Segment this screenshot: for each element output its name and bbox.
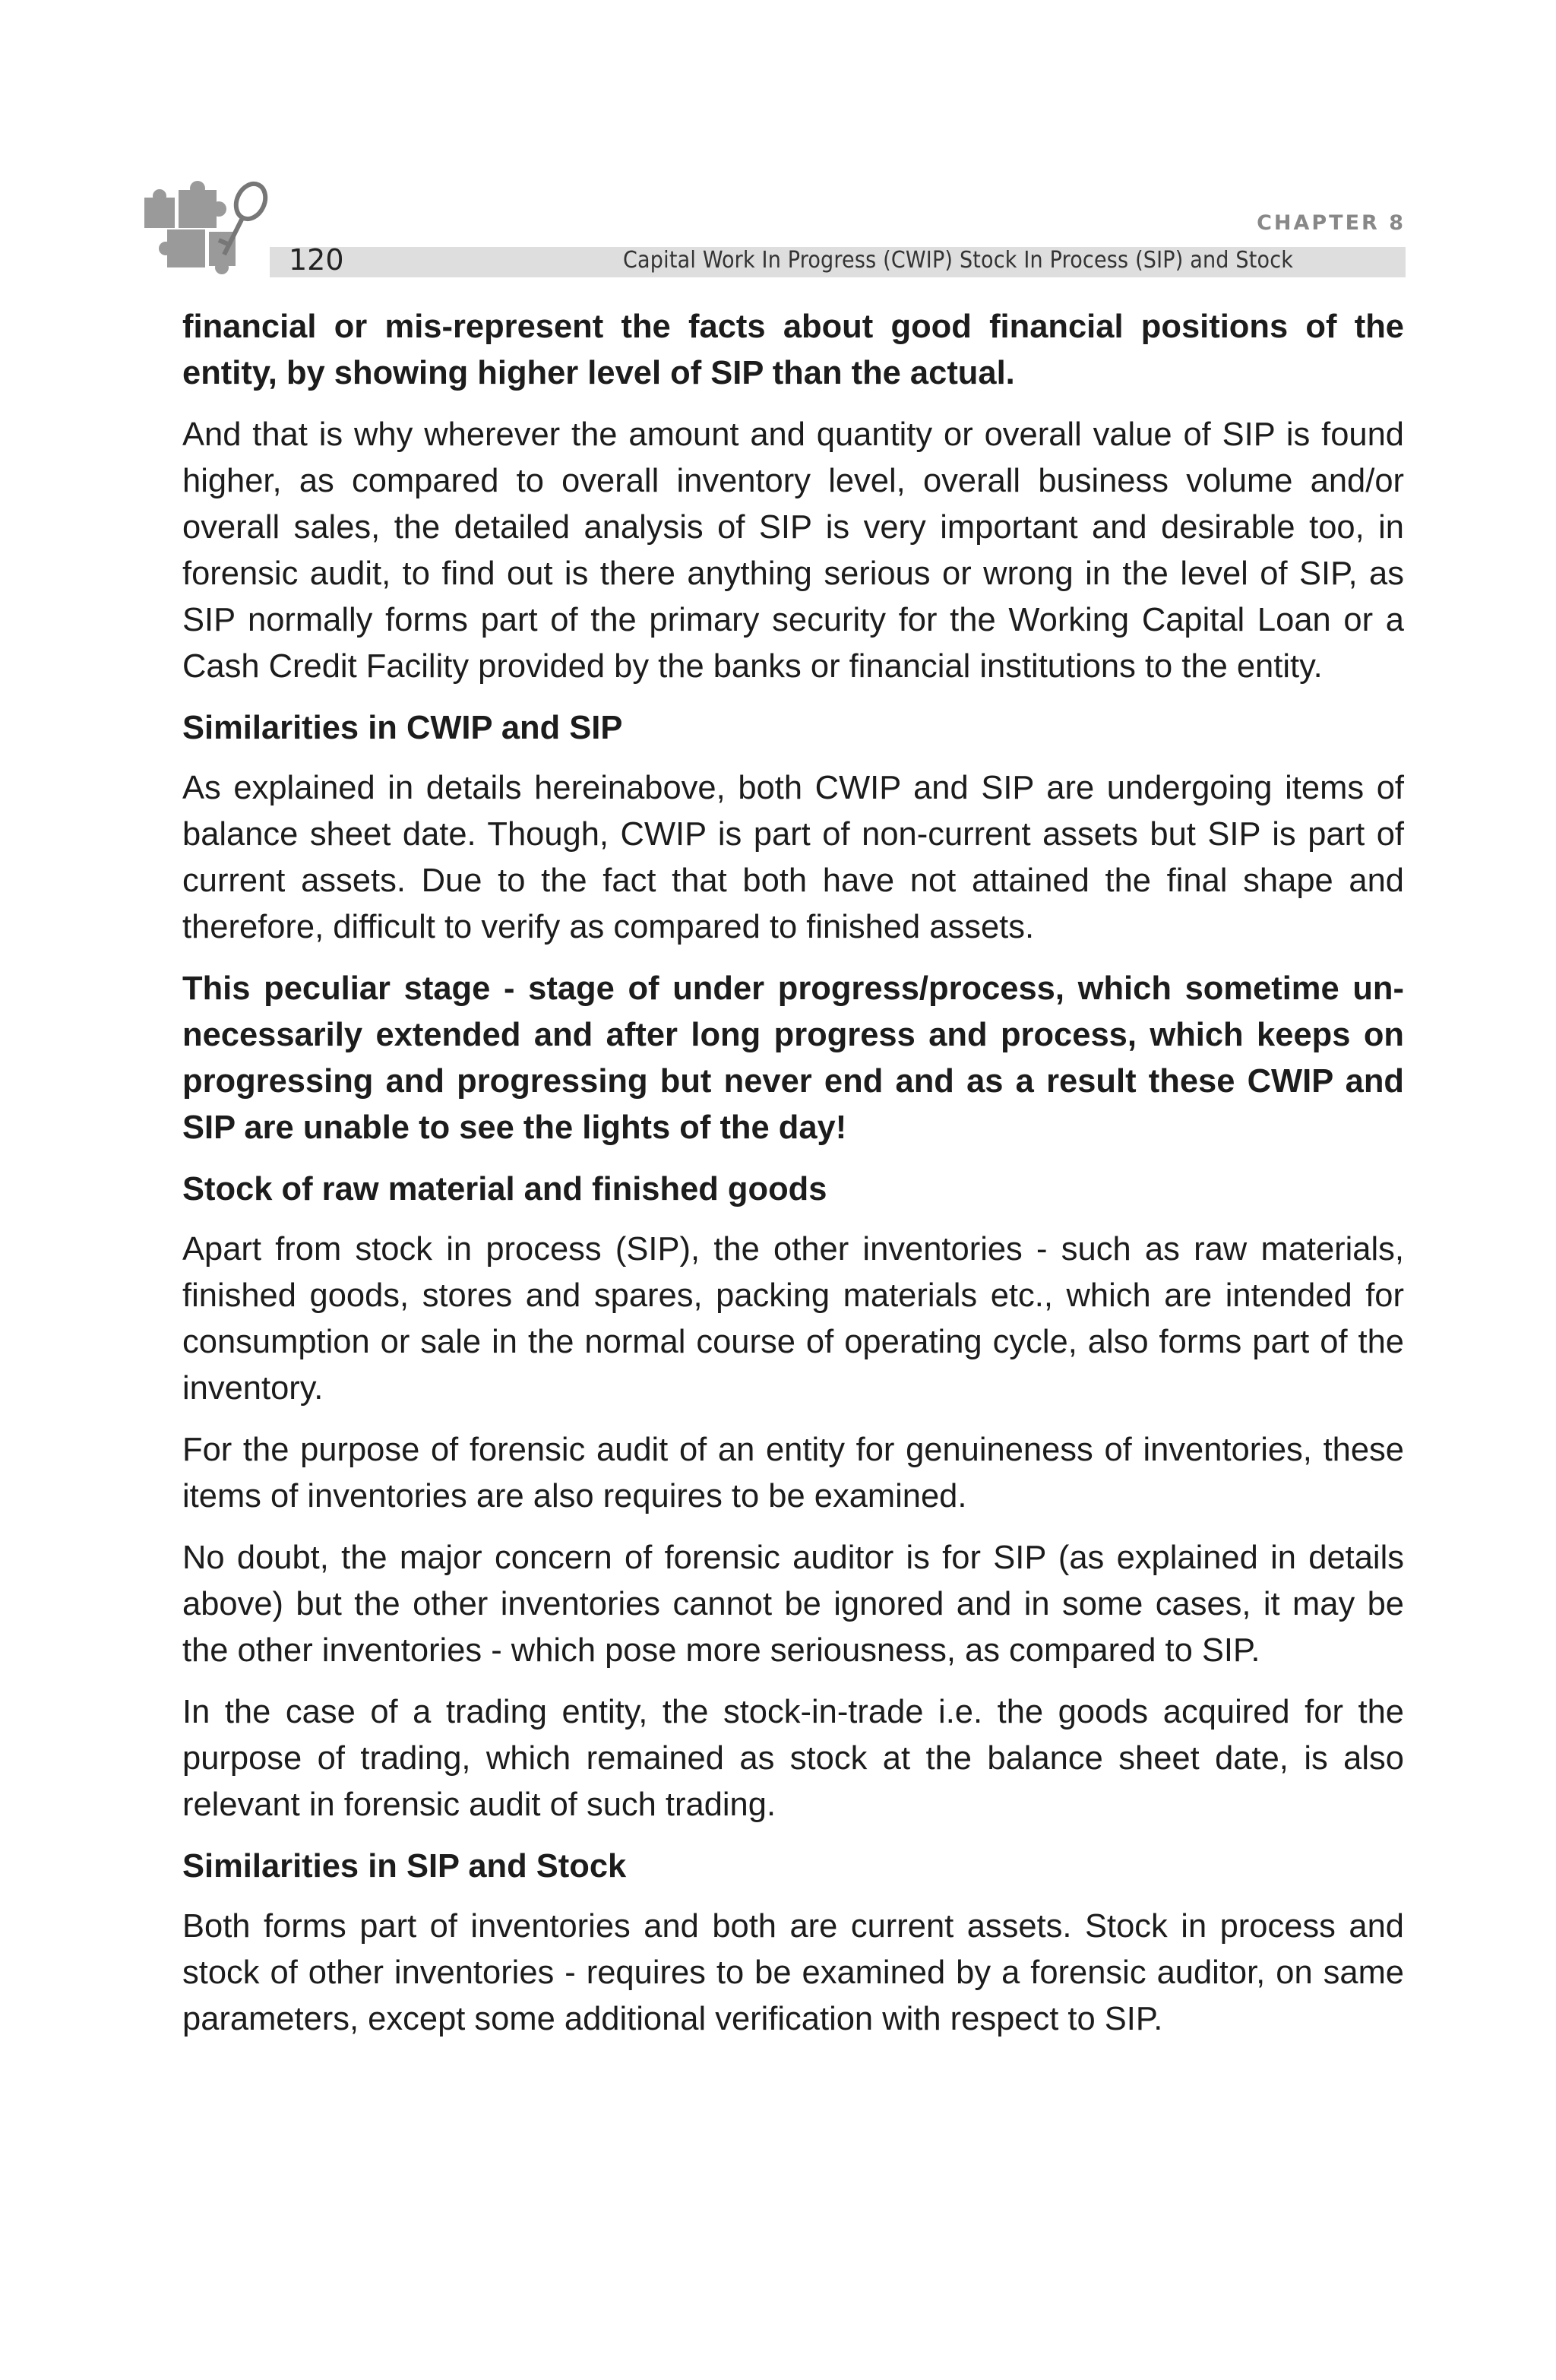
heading-stock-raw-material: Stock of raw material and finished goods [182, 1171, 827, 1207]
heading-similarities-cwip-sip: Similarities in CWIP and SIP [182, 710, 623, 746]
heading-similarities-sip-stock: Similarities in SIP and Stock [182, 1848, 627, 1885]
paragraph-7: No doubt, the major concern of forensic auditor is for SIP (as explained in details above) but the other inventories cannot be ignored and in some cases, it may be the other inventories - which pose more seriousness, as compared to SIP. [182, 1540, 1404, 1669]
page-body [182, 304, 1404, 2058]
paragraph-4: This peculiar stage - stage of under progress/process, which sometime un-necessarily extended and after long progress and process, which keeps on progressing and progressing but never end and as a result these CWIP and SIP are unable to see the lights of the day! [182, 970, 1404, 1146]
chapter-label: CHAPTER 8 [1257, 211, 1406, 235]
puzzle-key-logo-icon [137, 175, 289, 289]
paragraph-9: Both forms part of inventories and both are current assets. Stock in process and stock of other inventories - requires to be examined by a forensic auditor, on same parameters, except some additional verification with respect to SIP. [182, 1908, 1404, 2037]
running-title: Capital Work In Progress (CWIP) Stock In Process (SIP) and Stock [623, 247, 1294, 274]
paragraph-6: For the purpose of forensic audit of an entity for genuineness of inventories, these items of inventories are also requires to be examined. [182, 1432, 1404, 1514]
page-number: 120 [289, 243, 344, 277]
page-header [137, 175, 1406, 281]
paragraph-2: And that is why wherever the amount and quantity or overall value of SIP is found higher, as compared to overall inventory level, overall business volume and/or overall sales, the detailed analysis of SIP is very important and desirable too, in forensic audit, to find out is there anything serious or wrong in the level of SIP, as SIP normally forms part of the primary security for the Working Capital Loan or a Cash Credit Facility provided by the banks or financial institutions to the entity. [182, 416, 1404, 685]
paragraph-8: In the case of a trading entity, the stock-in-trade i.e. the goods acquired for the purpose of trading, which remained as stock at the balance sheet date, is also relevant in forensic audit of such trading. [182, 1694, 1404, 1823]
paragraph-3: As explained in details hereinabove, both CWIP and SIP are undergoing items of balance sheet date. Though, CWIP is part of non-current assets but SIP is part of current assets. Due to the fact that both have not attained the final shape and therefore, difficult to verify as compared to finished assets. [182, 770, 1404, 945]
paragraph-5: Apart from stock in process (SIP), the other inventories - such as raw materials, finished goods, stores and spares, packing materials etc., which are intended for consumption or sale in the normal course of operating cycle, also forms part of the inventory. [182, 1231, 1404, 1407]
paragraph-1: financial or mis-represent the facts about good financial positions of the entity, by showing higher level of SIP than the actual. [182, 309, 1404, 391]
